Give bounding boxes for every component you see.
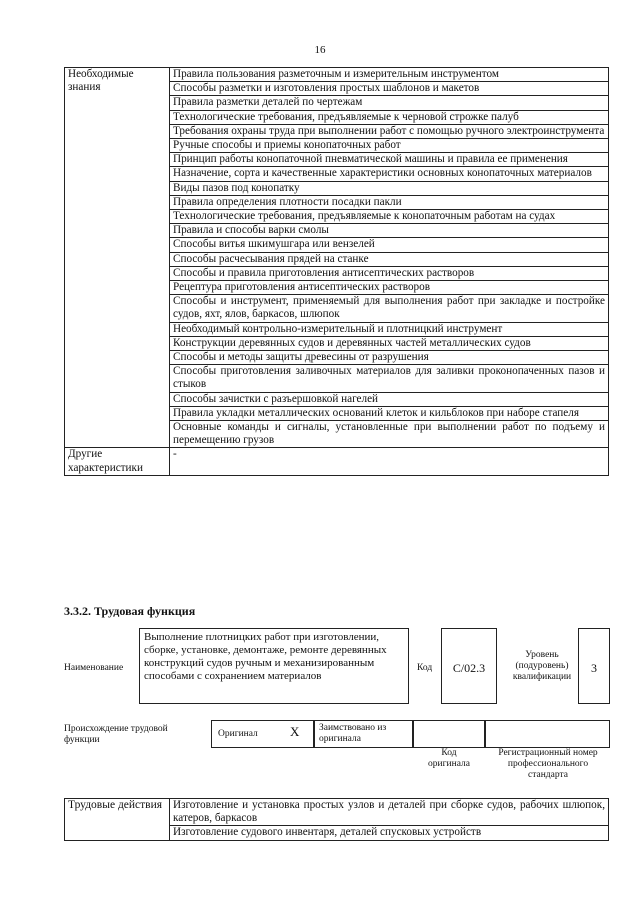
knowledge-item: Конструкции деревянных судов и деревянных частей металлических судов: [170, 336, 609, 350]
knowledge-item: Рецептура приготовления антисептических растворов: [170, 281, 609, 295]
actions-header: Трудовые действия: [65, 799, 170, 841]
knowledge-item: Требования охраны труда при выполнении работ с помощью ручного электроинструмента: [170, 124, 609, 138]
level-value: 3: [591, 661, 597, 675]
section-title: 3.3.2. Трудовая функция: [64, 604, 196, 618]
level-label: Уровень (подуровень) квалификации: [512, 650, 572, 682]
other-header: Другие характеристики: [65, 448, 170, 475]
actions-table: [64, 798, 609, 841]
original-label: Оригинал: [218, 729, 258, 739]
knowledge-item: Способы расчесывания прядей на станке: [170, 252, 609, 266]
other-value: -: [170, 448, 609, 475]
table-row: [65, 68, 609, 82]
original-mark: X: [290, 724, 300, 739]
knowledge-item: Принцип работы конопаточной пневматической машины и правила ее применения: [170, 153, 609, 167]
knowledge-item: Правила укладки металлических оснований клеток и кильблоков при наборе стапеля: [170, 406, 609, 420]
knowledge-item: Способы зачистки с разъершовкой нагелей: [170, 392, 609, 406]
page-number: 16: [314, 44, 326, 56]
knowledge-header: Необходимые знания: [65, 68, 170, 448]
name-label: Наименование: [64, 663, 124, 673]
code-original-label: Код оригинала: [428, 748, 470, 769]
table-row: [65, 799, 609, 826]
code-value: C/02.3: [452, 661, 486, 675]
knowledge-item: Ручные способы и приемы конопаточных работ: [170, 139, 609, 153]
knowledge-item: Способы витья шкимушгара или вензелей: [170, 238, 609, 252]
knowledge-item: Технологические требования, предъявляемые к конопаточным работам на судах: [170, 210, 609, 224]
knowledge-item: Виды пазов под конопатку: [170, 181, 609, 195]
function-name-box: [139, 628, 409, 704]
knowledge-item: Способы и методы защиты древесины от разрушения: [170, 351, 609, 365]
action-item: Изготовление судового инвентаря, деталей спусковых устройств: [170, 826, 609, 840]
knowledge-item: Правила определения плотности посадки пакли: [170, 195, 609, 209]
original-box: [211, 720, 314, 748]
level-box: [578, 628, 610, 704]
knowledge-item: Необходимый контрольно-измерительный и плотницкий инструмент: [170, 322, 609, 336]
reg-number-box: [485, 720, 610, 748]
code-box: [441, 628, 497, 704]
code-original-box: [413, 720, 485, 748]
knowledge-item: Правила и способы варки смолы: [170, 224, 609, 238]
knowledge-item: Способы приготовления заливочных материалов для заливки проконопаченных пазов и стыков: [170, 365, 609, 392]
knowledge-item: Назначение, сорта и качественные характеристики основных конопаточных материалов: [170, 167, 609, 181]
knowledge-item: Технологические требования, предъявляемые к черновой строжке палуб: [170, 110, 609, 124]
action-item: Изготовление и установка простых узлов и деталей при сборке судов, рабочих шлюпок, катеров, баркасов: [170, 799, 609, 826]
knowledge-item: Правила разметки деталей по чертежам: [170, 96, 609, 110]
knowledge-item: Способы и инструмент, применяемый для выполнения работ при закладке и постройке судов, яхт, ялов, баркасов, шлюпок: [170, 295, 609, 322]
borrowed-label: Заимствовано из оригинала: [319, 723, 387, 744]
knowledge-item: Основные команды и сигналы, установленные при выполнении работ по подъему и перемещению грузов: [170, 421, 609, 448]
knowledge-table: [64, 67, 609, 476]
knowledge-item: Правила пользования разметочным и измерительным инструментом: [170, 68, 609, 82]
origin-label: Происхождение трудовой функции: [64, 724, 168, 745]
table-row: [65, 448, 609, 475]
reg-number-label: Регистрационный номер профессионального стандарта: [498, 748, 598, 780]
code-label: Код: [417, 663, 433, 673]
knowledge-item: Способы и правила приготовления антисептических растворов: [170, 266, 609, 280]
borrowed-box: [314, 720, 413, 748]
function-name-value: Выполнение плотницких работ при изготовлении, сборке, установке, демонтаже, ремонте деревянных конструкций судов ручным и механизированным способами с сохранением материалов: [144, 631, 387, 682]
knowledge-item: Способы разметки и изготовления простых шаблонов и макетов: [170, 82, 609, 96]
